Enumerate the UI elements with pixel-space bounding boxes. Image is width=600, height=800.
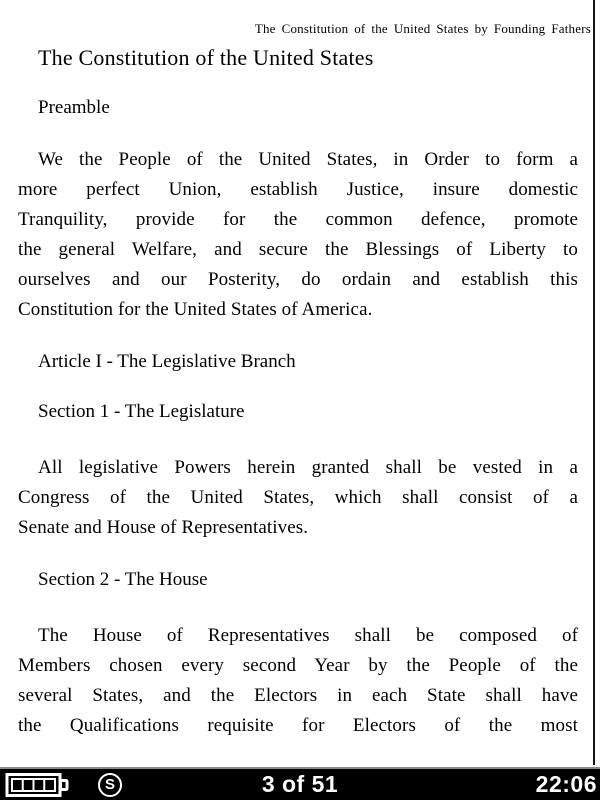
paragraph-section1 bbox=[18, 453, 578, 543]
section-heading-preamble: Preamble bbox=[38, 97, 110, 118]
text-line: We the People of the United States, in Order to form a bbox=[38, 149, 578, 170]
text-line: the general Welfare, and secure the Blessings of Liberty to bbox=[18, 239, 578, 260]
text-line: the Qualifications requisite for Electors of the most bbox=[18, 715, 578, 736]
text-line: The House of Representatives shall be composed of bbox=[38, 625, 578, 646]
text-line: more perfect Union, establish Justice, insure domestic bbox=[18, 179, 578, 200]
text-line: Constitution for the United States of America. bbox=[18, 299, 373, 320]
chapter-title: The Constitution of the United States bbox=[38, 45, 374, 70]
text-line: several States, and the Electors in each State shall have bbox=[18, 685, 578, 706]
s-circle-icon-letter: S bbox=[104, 776, 115, 793]
section-heading-section2: Section 2 - The House bbox=[38, 569, 208, 590]
text-line: Senate and House of Representatives. bbox=[18, 517, 309, 538]
battery-icon bbox=[5, 772, 71, 798]
text-line: Members chosen every second Year by the People of the bbox=[18, 655, 578, 676]
clock: 22:06 bbox=[535, 771, 597, 797]
text-line: Tranquility, provide for the common defence, promote bbox=[18, 209, 578, 230]
section-heading-section1: Section 1 - The Legislature bbox=[38, 401, 245, 422]
s-circle-icon bbox=[98, 773, 122, 797]
section-heading-article1: Article I - The Legislative Branch bbox=[38, 351, 296, 372]
text-line: All legislative Powers herein granted shall be vested in a bbox=[38, 457, 578, 478]
paragraph-preamble bbox=[18, 145, 578, 325]
text-line: Congress of the United States, which shall consist of a bbox=[18, 487, 578, 508]
page-frame-line bbox=[593, 0, 595, 765]
status-bar bbox=[0, 767, 600, 800]
text-line: ourselves and our Posterity, do ordain and establish this bbox=[18, 269, 578, 290]
paragraph-section2 bbox=[18, 621, 578, 741]
running-book-title: The Constitution of the United States by Founding Fathers bbox=[254, 21, 591, 36]
page-indicator: 3 of 51 bbox=[261, 771, 339, 797]
